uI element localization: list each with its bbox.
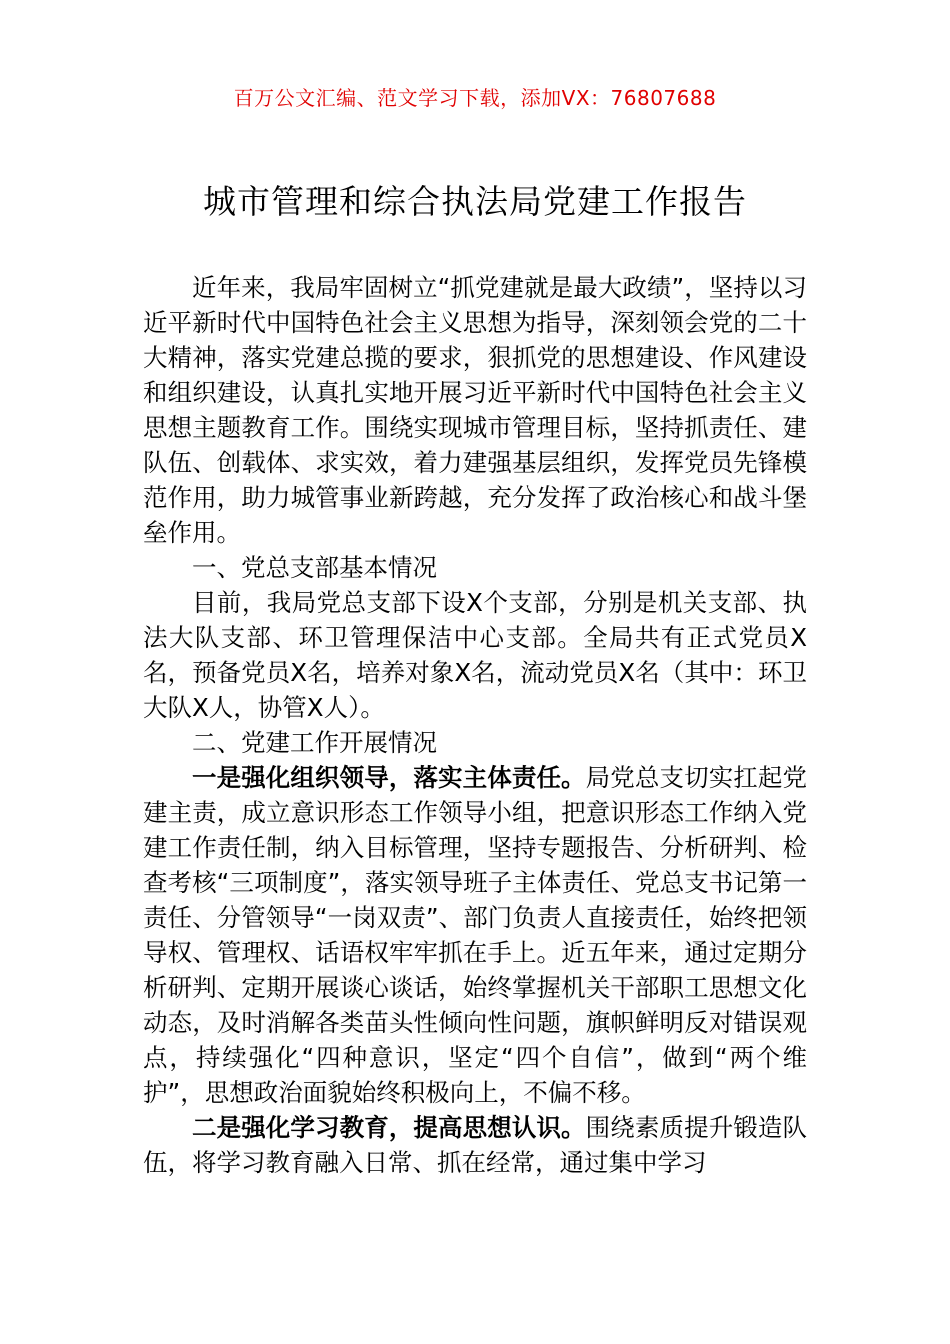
section-heading-text: 二、党建工作开展情况 xyxy=(192,728,437,757)
paragraph-text: 围绕素质提升锻造队伍，将学习教育融入日常、抓在经常，通过集中学习 xyxy=(143,1113,808,1177)
document-body xyxy=(143,270,807,1180)
section-heading-text: 一、党总支部基本情况 xyxy=(192,553,437,582)
paragraph-education xyxy=(143,1110,807,1180)
paragraph-organization xyxy=(143,760,807,1110)
paragraph-intro xyxy=(143,270,807,550)
paragraph-text: 近年来，我局牢固树立“抓党建就是最大政绩”，坚持以习近平新时代中国特色社会主义思想为指导，深刻领会党的二十大精神，落实党建总揽的要求，狠抓党的思想建设、作风建设和组织建设，认真扎实地开展习近平新时代中国特色社会主义思想主题教育工作。围绕实现城市管理目标，坚持抓责任、建队伍、创载体、求实效，着力建强基层组织，发挥党员先锋模范作用，助力城管事业新跨越，充分发挥了政治核心和战斗堡垒作用。 xyxy=(143,273,807,547)
paragraph-lead: 二是强化学习教育，提高思想认识。 xyxy=(192,1113,586,1142)
section-heading-1 xyxy=(143,550,807,585)
header-note: 百万公文汇编、范文学习下载，添加VX：76807688 xyxy=(233,86,717,110)
paragraph-text: 目前，我局党总支部下设X个支部，分别是机关支部、执法大队支部、环卫管理保洁中心支部。全局共有正式党员X名，预备党员X名，培养对象X名，流动党员X名（其中：环卫大队X人，协管X人）。 xyxy=(143,588,807,722)
paragraph-lead: 一是强化组织领导，落实主体责任。 xyxy=(192,763,586,792)
section-heading-2 xyxy=(143,725,807,760)
document-title: 城市管理和综合执法局党建工作报告 xyxy=(203,182,747,221)
paragraph-basic-info xyxy=(143,585,807,725)
paragraph-text: 局党总支切实扛起党建主责，成立意识形态工作领导小组，把意识形态工作纳入党建工作责任制，纳入目标管理，坚持专题报告、分析研判、检查考核“三项制度”，落实领导班子主体责任、党总支书记第一责任、分管领导“一岗双责”、部门负责人直接责任，始终把领导权、管理权、话语权牢牢抓在手上。近五年来，通过定期分析研判、定期开展谈心谈话，始终掌握机关干部职工思想文化动态，及时消解各类苗头性倾向性问题，旗帜鲜明反对错误观点，持续强化“四种意识，坚定“四个自信”，做到“两个维护”，思想政治面貌始终积极向上，不偏不移。 xyxy=(143,763,808,1107)
